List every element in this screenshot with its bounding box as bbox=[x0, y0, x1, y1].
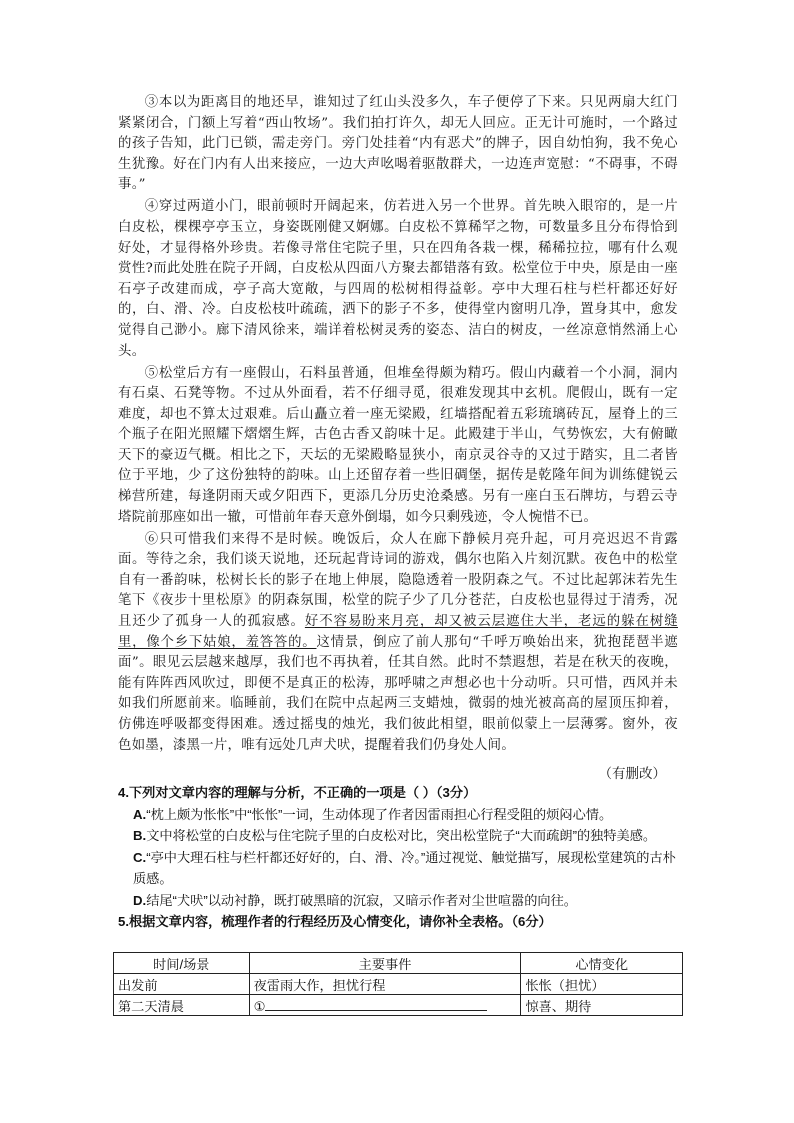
table-cell: 第二天清晨 bbox=[114, 995, 250, 1016]
option-text: “亭中大理石柱与栏杆都还好好的，白、滑、冷。”通过视觉、触觉描写，展现松堂建筑的古朴质感。 bbox=[133, 849, 676, 886]
source-note: （有删改） bbox=[598, 766, 666, 781]
option-letter: A. bbox=[133, 806, 147, 822]
table-header-row bbox=[114, 953, 683, 974]
table-cell: 惊喜、期待 bbox=[521, 995, 683, 1016]
paragraph-5: ⑤松堂后方有一座假山，石料虽普通，但堆垒得颇为精巧。假山内藏着一个小洞，洞内有石桌、石凳等物。不过从外面看，若不仔细寻觅，很难发现其中玄机。爬假山，既有一定难度，却也不算太过艰难。后山矗立着一座无梁殿，红墙搭配着五彩琉璃砖瓦，屋脊上的三个瓶子在阳光照耀下熠熠生辉，古色古香又韵味十足。此殿建于半山，气势恢宏，大有俯瞰天下的豪迈气概。相比之下，天坛的无梁殿略显狭小，南京灵谷寺的又过于踏实，且二者皆位于平地，少了这份独特的韵味。山上还留存着一些旧碉堡，据传是乾隆年间为训练健锐云梯营所建，每逢阴雨天或夕阳西下，更添几分历史沧桑感。另有一座白玉石牌坊，与碧云寺塔院前那座如出一辙，可惜前年春天意外倒塌，如今只剩残迹，令人惋惜不已。 bbox=[118, 365, 678, 525]
question-4-option-c bbox=[118, 847, 680, 890]
table-cell: 夜雷雨大作，担忧行程 bbox=[249, 974, 521, 995]
paragraph-6-underlined-sentence: 好不容易盼来月亮，却又被云层遮住大半，老远的躲在树缝里，像个乡下姑娘，羞答答的。 bbox=[118, 614, 678, 650]
question-4-title: 4.下列对文章内容的理解与分析，不正确的一项是（ ）（3分） bbox=[118, 785, 477, 800]
table-row bbox=[114, 995, 683, 1016]
option-letter: C. bbox=[133, 849, 147, 865]
option-text: 结尾“犬吠”以动衬静，既打破黑暗的沉寂，又暗示作者对尘世喧嚣的向往。 bbox=[146, 892, 577, 908]
paragraph-6-text-start: ⑥只可惜我们来得不是时候。晚饭后，众人在廊下静候月亮升起，可月亮迟迟不肯露面。等待之余，我们谈天说地，还玩起背诗词的游戏，偶尔也陷入片刻沉默。夜色中的松堂自有一番韵味，松树长长的影子在地上伸展，隐隐透着一股阴森之气。不过比起郭沫若先生笔下《夜步十里松原》的阴森氛围，松堂的院子少了几分苍茫，白皮松也显得过于清秀，况且还少了孤身一人的孤寂感。 bbox=[118, 531, 678, 630]
paragraph-3: ③本以为距离目的地还早，谁知过了红山头没多久，车子便停了下来。只见两扇大红门紧紧闭合，门额上写着“西山牧场”。我们拍打许久，却无人回应。正无计可施时，一个路过的孩子告知，此门已锁，需走旁门。旁门处挂着“内有恶犬”的牌子，因自幼怕狗，我不免心生犹豫。好在门内有人出来接应，一边大声吆喝着驱散群犬，一边连声宽慰：“不碍事，不碍事。” bbox=[118, 95, 678, 193]
question-4-option-a bbox=[118, 804, 680, 826]
table-header-cell: 主要事件 bbox=[249, 953, 521, 974]
answer-blank-cell[interactable] bbox=[249, 995, 521, 1016]
question-4-option-d bbox=[118, 890, 680, 912]
paragraph-6 bbox=[118, 530, 678, 757]
table-cell: 出发前 bbox=[114, 974, 250, 995]
option-letter: B. bbox=[133, 828, 147, 843]
answer-blank-line[interactable] bbox=[265, 996, 487, 1011]
paragraph-6-text-end: 这情景，倒应了前人那句“千呼万唤始出来，犹抱琵琶半遮面”。眼见云层越来越厚，我们也不再执着，任其自然。此时不禁遐想，若是在秋天的夜晚，能有阵阵西风吹过，即便不是真正的松涛，那呼啸之声想必也十分动听。只可惜，西风并未如我们所愿前来。临睡前，我们在院中点起两三支蜡烛，微弱的烛光被高高的屋顶压抑着，仿佛连呼吸都变得困难。透过摇曳的烛光，我们彼此相望，眼前似蒙上一层薄雾。窗外，夜色如墨，漆黑一片，唯有远处几声犬吠，提醒着我们仍身处人间。 bbox=[118, 634, 678, 753]
question-4-option-b bbox=[118, 825, 680, 847]
table-cell: 怅怅（担忧） bbox=[521, 974, 683, 995]
paragraph-4: ④穿过两道小门，眼前顿时开阔起来，仿若进入另一个世界。首先映入眼帘的，是一片白皮松，棵棵亭亭玉立，身姿既刚健又婀娜。白皮松不算稀罕之物，可数量多且分布得恰到好处，才显得格外珍贵。若像寻常住宅院子里，只在四角各栽一棵，稀稀拉拉，哪有什么观赏性?而此处胜在院子开阔，白皮松从四面八方聚去都错落有致。松堂位于中央，原是由一座石亭子改建而成，亭子高大宽敞，与四周的松树相得益彰。亭中大理石柱与栏杆都还好好的，白、滑、冷。白皮松枝叶疏疏，洒下的影子不多，使得堂内窗明几净，置身其中，愈发觉得自己渺小。廊下清风徐来，端详着松树灵秀的姿态、洁白的树皮，一丝凉意悄然涌上心头。 bbox=[118, 199, 678, 359]
question-5-title: 5.根据文章内容，梳理作者的行程经历及心情变化，请你补全表格。（6分） bbox=[118, 914, 552, 929]
itinerary-table bbox=[113, 952, 683, 1016]
table-row bbox=[114, 974, 683, 995]
reading-passage bbox=[118, 93, 678, 756]
blank-marker: ① bbox=[253, 998, 266, 1014]
option-text: 文中将松堂的白皮松与住宅院子里的白皮松对比，突出松堂院子“大而疏朗”的独特美感。 bbox=[146, 828, 657, 843]
questions-section bbox=[118, 782, 680, 933]
table-header-cell: 心情变化 bbox=[521, 953, 683, 974]
table-header-cell: 时间/场景 bbox=[114, 953, 250, 974]
option-letter: D. bbox=[133, 892, 147, 908]
option-text: “枕上颇为怅怅”中“怅怅”一词，生动体现了作者因雷雨担心行程受阻的烦闷心情。 bbox=[146, 806, 613, 822]
